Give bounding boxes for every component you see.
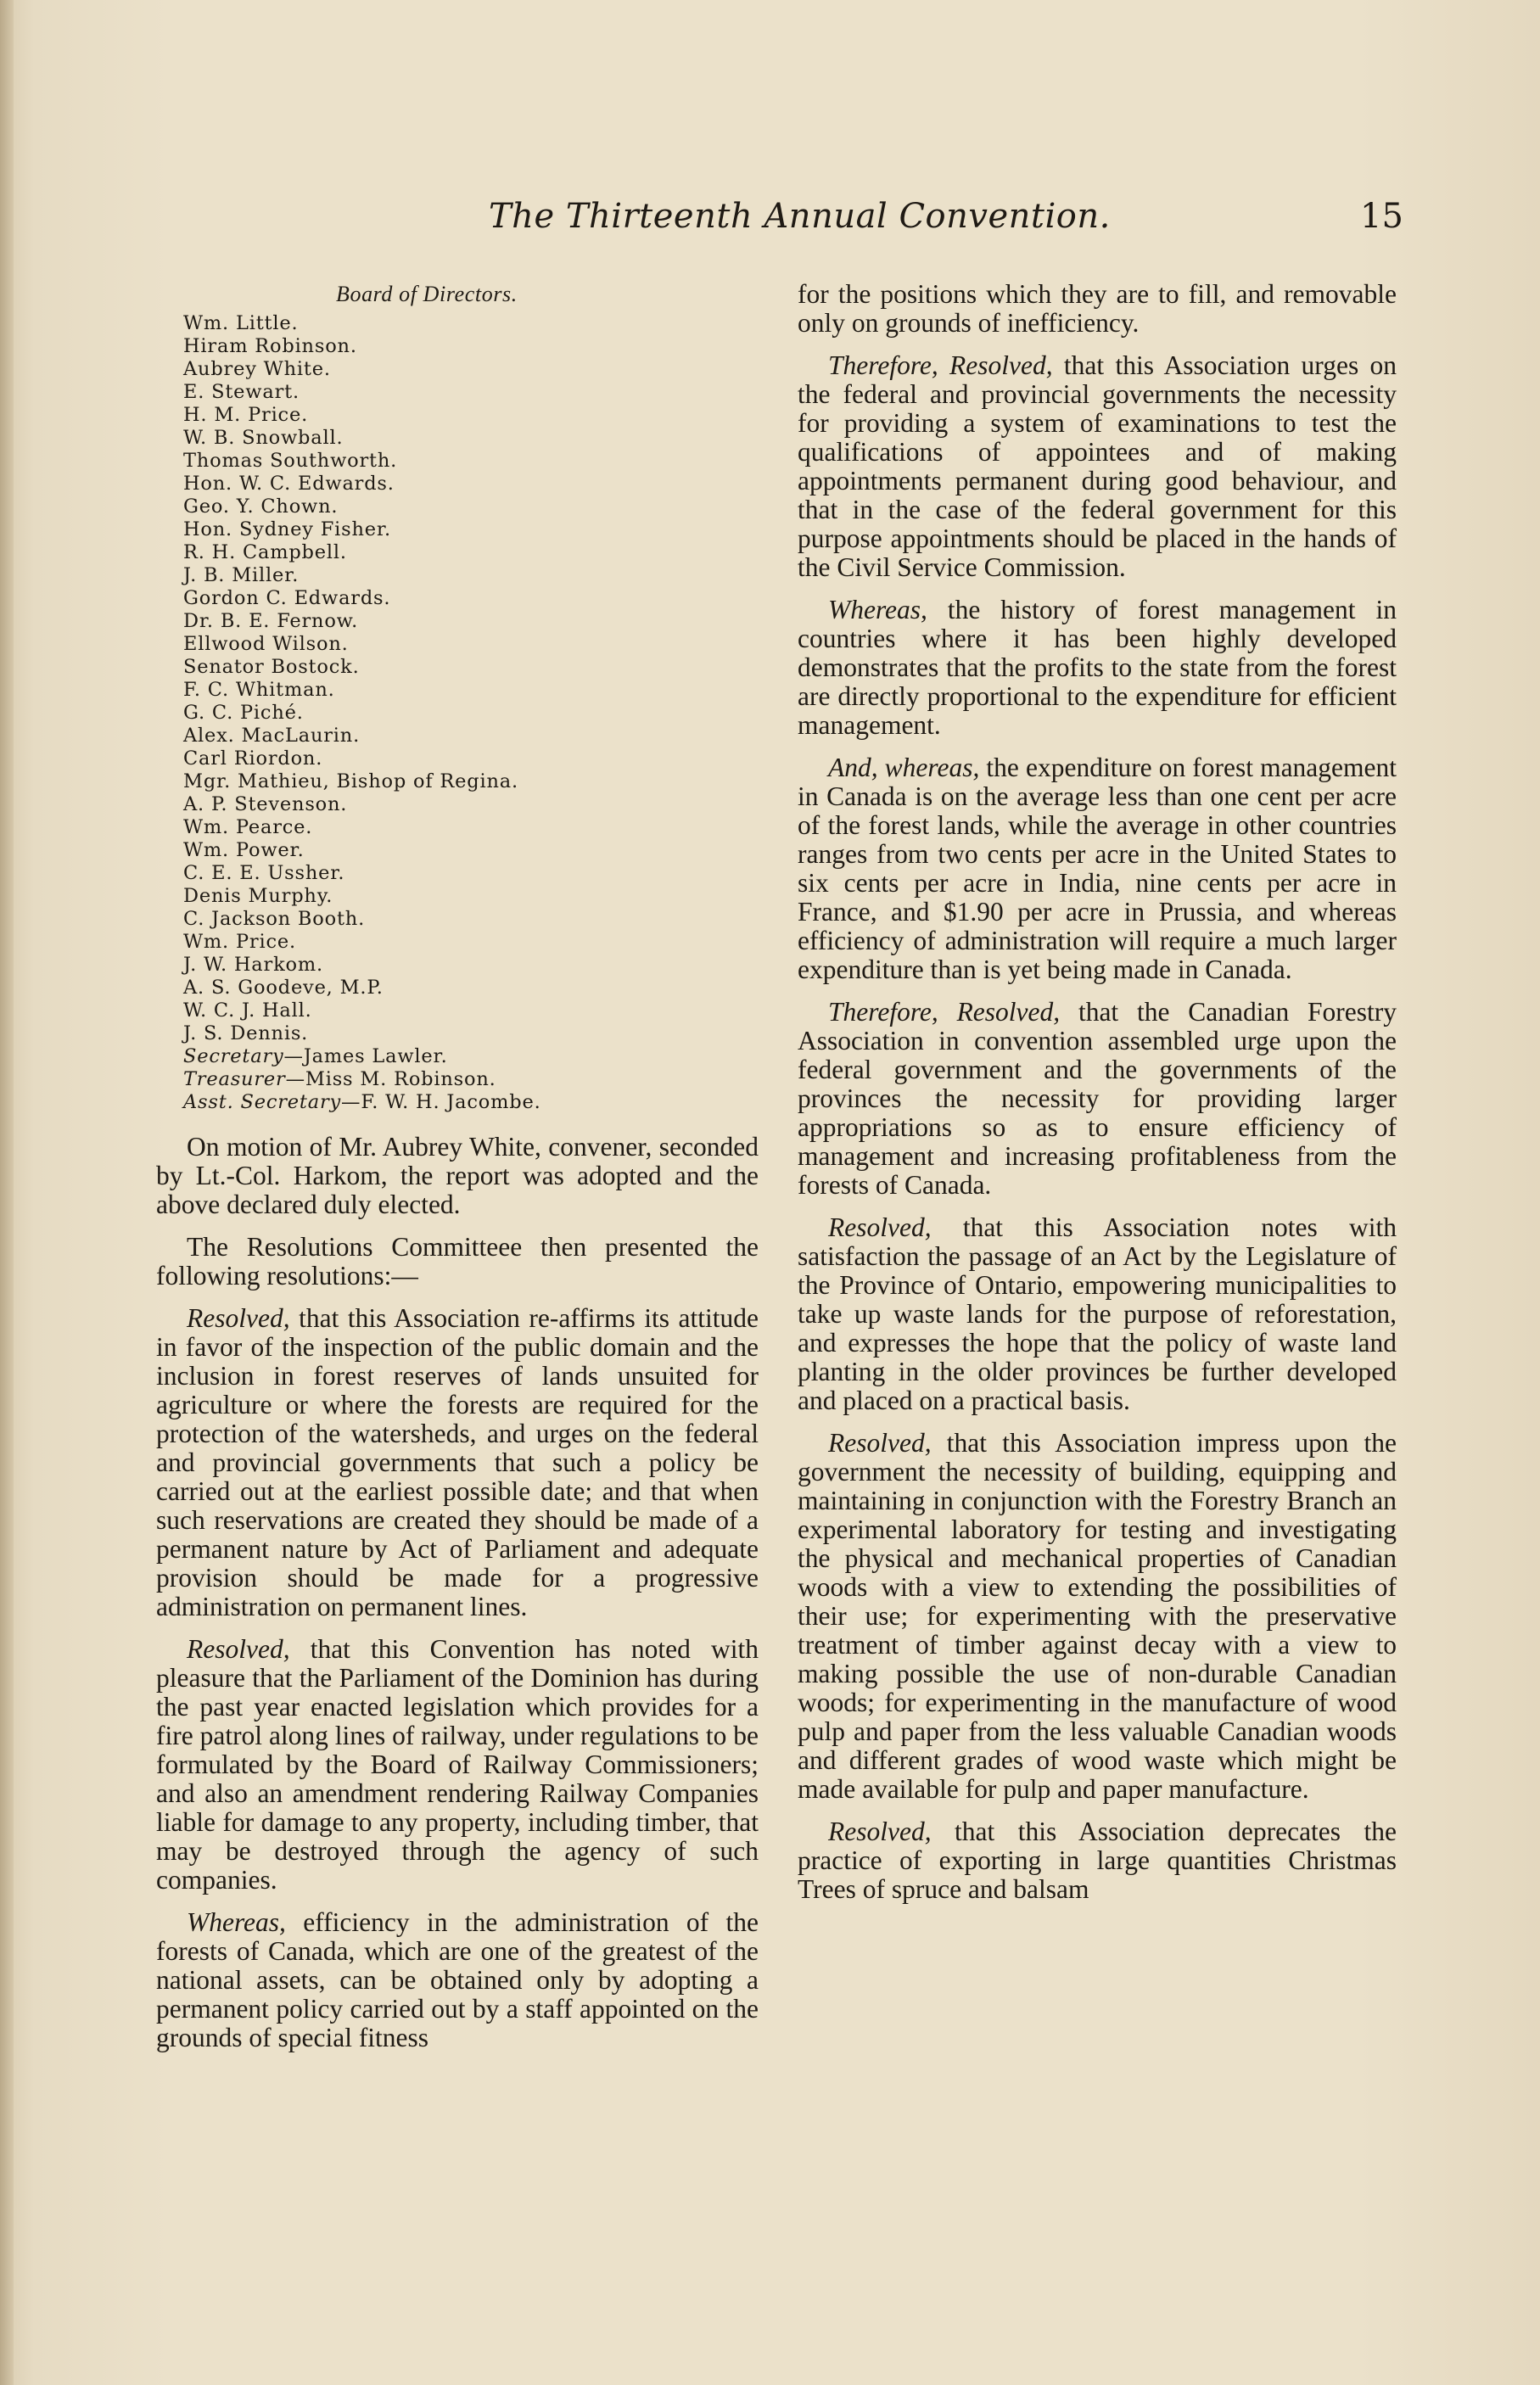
officer-name: —James Lawler. — [283, 1045, 448, 1067]
board-member: Wm. Little. — [183, 312, 299, 334]
body-paragraph — [798, 1817, 1397, 1904]
board-heading: Board of Directors. — [336, 282, 518, 306]
paragraph-lead: Whereas, — [828, 595, 927, 624]
paragraph-lead: Resolved, — [828, 1428, 932, 1458]
board-member: Alex. MacLaurin. — [183, 725, 361, 747]
board-member: Hon. Sydney Fisher. — [183, 518, 391, 540]
board-member: W. C. J. Hall. — [183, 999, 312, 1022]
body-paragraph — [798, 1213, 1397, 1415]
board-member: Wm. Price. — [183, 931, 296, 953]
paragraph-lead: Therefore, Resolved, — [828, 350, 1053, 380]
board-member: Dr. B. E. Fernow. — [183, 610, 359, 632]
board-of-directors-list — [183, 312, 759, 1114]
board-officer — [183, 1045, 759, 1068]
running-title: The Thirteenth Annual Convention. — [489, 197, 1111, 236]
right-column — [798, 280, 1397, 1918]
paragraph-lead: Resolved, — [187, 1303, 290, 1333]
board-member: Denis Murphy. — [183, 885, 333, 907]
paragraph-text: that the Canadian Forestry Association in convention assembled urge upon the federal government and the governments of the provinces the necessity for providing larger appropriations so as to ensure efficiency of management and increasing profitableness from the forests of Canada. — [798, 997, 1397, 1200]
body-paragraph — [798, 753, 1397, 984]
board-member: J. S. Dennis. — [183, 1022, 309, 1044]
paragraph-lead: Resolved, — [828, 1817, 932, 1846]
body-paragraph — [798, 998, 1397, 1200]
paragraph-lead: Resolved, — [828, 1212, 932, 1242]
board-member: Ellwood Wilson. — [183, 633, 349, 655]
body-paragraph — [156, 1908, 759, 2052]
board-member: Gordon C. Edwards. — [183, 587, 391, 609]
paragraph-lead: Therefore, Resolved, — [828, 997, 1061, 1027]
page-number: 15 — [1360, 197, 1403, 236]
body-paragraph — [798, 351, 1397, 582]
paragraph-text: that this Convention has noted with pleasure that the Parliament of the Dominion has during the past year enacted legislation which provides for a fire patrol along lines of railway, under regulations to be formulated by the Board of Railway Commissioners; and also an amendment rendering Railway Companies liable for damage to any property, including timber, that may be destroyed through the agency of such companies. — [156, 1634, 759, 1895]
board-member: J. W. Harkom. — [183, 954, 323, 976]
paragraph-text: On motion of Mr. Aubrey White, convener, seconded by Lt.-Col. Harkom, the report was adopted and the above declared duly elected. — [156, 1132, 759, 1219]
left-column — [156, 280, 759, 2066]
board-member: C. E. E. Ussher. — [183, 862, 345, 884]
paragraph-text: that this Association notes with satisfaction the passage of an Act by the Legislature of the Province of Ontario, empowering municipalities to take up waste lands for the purpose of reforestation, and expresses the hope that the policy of waste land planting in the older provinces be further developed and placed on a practical basis. — [798, 1212, 1397, 1415]
paragraph-text: that this Association impress upon the government the necessity of building, equipping and maintaining in conjunction with the Forestry Branch an experimental laboratory for testing and investigating the physical and mechanical properties of Canadian woods with a view to extending the possibilities of their use; for experimenting with the preservative treatment of timber against decay with a view to making possible the use of non-durable Canadian woods; for experimenting in the manufacture of wood pulp and paper from the less valuable Canadian woods and different grades of wood waste which might be made available for pulp and paper manufacture. — [798, 1428, 1397, 1804]
left-paragraphs — [156, 1133, 759, 2052]
officer-name: —F. W. H. Jacombe. — [341, 1091, 541, 1113]
officer-role: Secretary — [183, 1045, 284, 1067]
paragraph-lead: And, whereas, — [828, 753, 980, 782]
paragraph-lead: Whereas, — [187, 1907, 286, 1937]
board-member: Mgr. Mathieu, Bishop of Regina. — [183, 770, 518, 792]
paragraph-text: that this Association deprecates the practice of exporting in large quantities Christmas Trees of spruce and balsam — [798, 1817, 1397, 1904]
officer-name: —Miss M. Robinson. — [285, 1068, 496, 1090]
paragraph-lead: Resolved, — [187, 1634, 290, 1664]
board-member: R. H. Campbell. — [183, 541, 347, 563]
paragraph-text: The Resolutions Committeee then presented the following resolutions:— — [156, 1232, 759, 1290]
board-member: F. C. Whitman. — [183, 679, 335, 701]
body-paragraph — [798, 280, 1397, 338]
board-member: C. Jackson Booth. — [183, 908, 366, 930]
board-member: Aubrey White. — [183, 358, 331, 380]
board-member: G. C. Piché. — [183, 702, 304, 724]
body-paragraph — [156, 1233, 759, 1290]
board-member: A. P. Stevenson. — [183, 793, 348, 815]
paragraph-text: that this Association re-affirms its attitude in favor of the inspection of the public domain and the inclusion in forest reserves of lands unsuited for agriculture or where the forests are required for the protection of the watersheds, and urges on the federal and provincial governments that such a policy be carried out at the earliest possible date; and that when such reservations are created they should be made of a permanent nature by Act of Parliament and adequate provision should be made for a progressive administration on permanent lines. — [156, 1303, 759, 1621]
board-member: Wm. Pearce. — [183, 816, 313, 838]
body-paragraph — [156, 1133, 759, 1219]
board-officer — [183, 1091, 759, 1114]
paragraph-text: for the positions which they are to fill, and removable only on grounds of inefficiency. — [798, 279, 1397, 338]
paragraph-text: the history of forest management in countries where it has been highly developed demonstrates that the profits to the state from the forest are directly proportional to the expenditure for efficient management. — [798, 595, 1397, 740]
body-paragraph — [798, 1429, 1397, 1804]
board-member: Carl Riordon. — [183, 747, 323, 770]
paragraph-text: that this Association urges on the federal and provincial governments the necessity for providing a system of examinations to test the qualifications of appointees and of making appointments permanent during good behaviour, and that in the case of the federal government for this purpose appointments should be placed in the hands of the Civil Service Commission. — [798, 350, 1397, 582]
page-gutter — [0, 0, 14, 2385]
board-member: A. S. Goodeve, M.P. — [183, 977, 384, 999]
body-paragraph — [156, 1635, 759, 1895]
board-member: W. B. Snowball. — [183, 427, 344, 449]
board-member: H. M. Price. — [183, 404, 309, 426]
board-member: Hiram Robinson. — [183, 335, 357, 357]
board-member: J. B. Miller. — [183, 564, 300, 586]
board-member: Geo. Y. Chown. — [183, 495, 339, 518]
officer-role: Treasurer — [183, 1068, 286, 1090]
right-paragraphs — [798, 280, 1397, 1904]
board-officer — [183, 1068, 759, 1091]
board-member: Senator Bostock. — [183, 656, 360, 678]
body-paragraph — [798, 596, 1397, 740]
body-paragraph — [156, 1304, 759, 1621]
board-member: Hon. W. C. Edwards. — [183, 473, 395, 495]
paragraph-text: the expenditure on forest management in Canada is on the average less than one cent per acre of the forest lands, while the average in other countries ranges from two cents per acre in the United States to six cents per acre in India, nine cents per acre in France, and $1.90 per acre in Prussia, and whereas efficiency of administration will require a much larger expenditure than is yet being made in Canada. — [798, 753, 1397, 984]
board-member: E. Stewart. — [183, 381, 300, 403]
paragraph-text: efficiency in the administration of the forests of Canada, which are one of the greatest of the national assets, can be obtained only by adopting a permanent policy carried out by a staff appointed on the grounds of special fitness — [156, 1907, 759, 2052]
board-member: Thomas Southworth. — [183, 450, 398, 472]
officer-role: Asst. Secretary — [183, 1091, 342, 1113]
board-member: Wm. Power. — [183, 839, 305, 861]
page-header — [0, 197, 1540, 248]
